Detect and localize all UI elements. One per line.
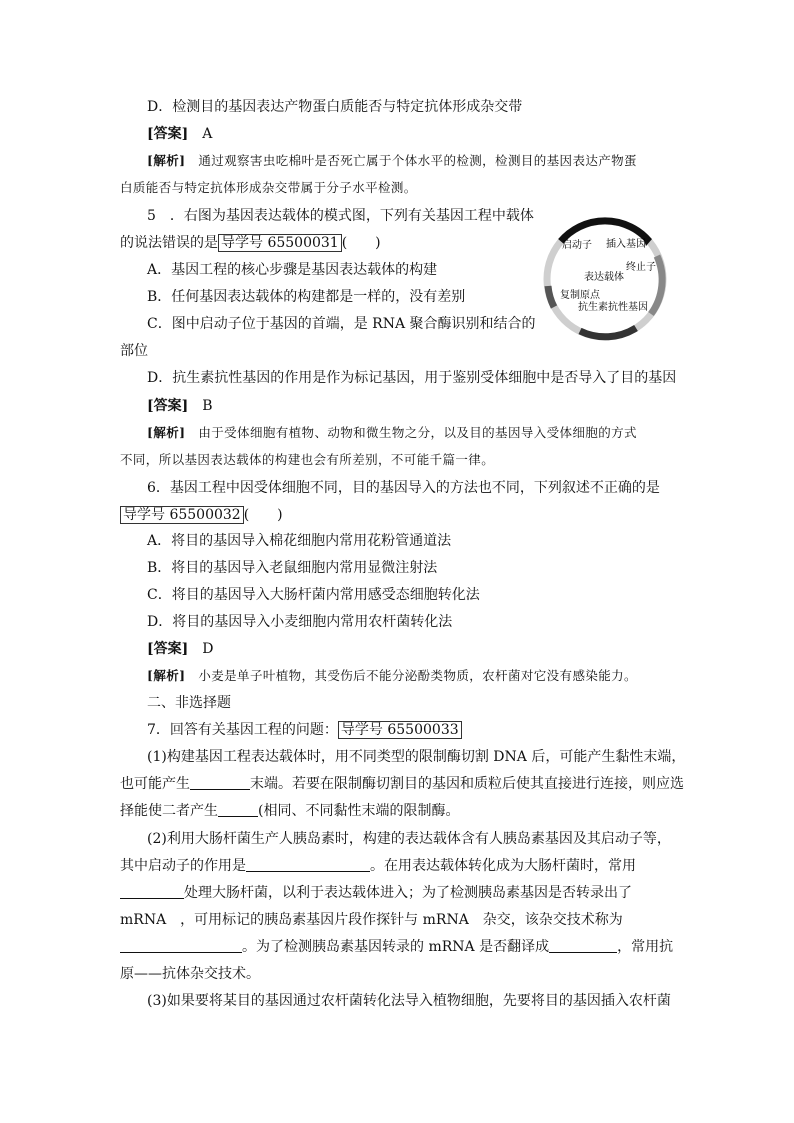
q7-part1-line-2 [120, 774, 684, 794]
answer-blank[interactable] [218, 802, 258, 817]
explanation-label: [解析] [147, 153, 186, 168]
q6-stem-line-2 [120, 505, 283, 525]
q5-option-c-line-1: C．图中启动子位于基因的首端，是 RNA 聚合酶识别和结合的 [147, 316, 536, 332]
expression-vector-diagram [540, 214, 670, 344]
q5-option-b: B．任何基因表达载体的构建都是一样的，没有差别 [147, 289, 466, 305]
q4-answer [147, 124, 212, 144]
label-vector: 表达载体 [584, 272, 624, 283]
explanation-label: [解析] [147, 668, 186, 683]
explanation-text: 由于受体细胞有植物、动物和微生物之分，以及目的基因导入受体细胞的方式 [198, 425, 637, 440]
explanation-label: [解析] [147, 425, 186, 440]
answer-blank[interactable] [246, 857, 370, 872]
text: 择能使二者产生 [120, 803, 218, 819]
answer-value: A [202, 126, 213, 142]
q6-option-a: A．将目的基因导入棉花细胞内常用花粉管通道法 [147, 533, 452, 549]
label-promoter: 启动子 [562, 240, 592, 251]
answer-label: [答案] [147, 126, 189, 142]
q7-stem [147, 720, 462, 740]
answer-paren: ( ) [243, 507, 283, 523]
answer-value: B [202, 398, 213, 414]
q4-option-d: D．检测目的基因表达产物蛋白质能否与特定抗体形成杂交带 [147, 99, 523, 115]
explanation-text: 小麦是单子叶植物，其受伤后不能分泌酚类物质，农杆菌对它没有感染能力。 [198, 668, 637, 683]
answer-blank[interactable] [120, 884, 184, 899]
q7-part3-line-1: (3)如果要将某目的基因通过农杆菌转化法导入植物细胞，先要将目的基因插入农杆菌 [147, 993, 671, 1009]
text: 末端。若要在限制酶切割目的基因和质粒后使其直接进行连接，则应选 [250, 776, 684, 792]
text: ，常用抗 [617, 939, 674, 955]
resistance-gene-segment [580, 328, 636, 337]
q7-part1-line-3 [120, 801, 459, 821]
text: 。为了检测胰岛素基因转录的 mRNA 是否翻译成 [242, 939, 550, 955]
q5-option-c-line-2: 部位 [120, 343, 148, 359]
label-terminator: 终止子 [626, 262, 656, 273]
q5-explanation-line-1 [147, 423, 637, 443]
q6-option-d: D．将目的基因导入小麦细胞内常用农杆菌转化法 [147, 614, 453, 630]
text: 。在用表达载体转化成为大肠杆菌时，常用 [370, 858, 636, 874]
answer-value: D [202, 641, 214, 657]
q7-part2-line-5 [120, 937, 673, 957]
q4-explanation-line-2: 白质能否与特定抗体形成杂交带属于分子水平检测。 [120, 180, 417, 195]
answer-blank[interactable] [190, 775, 250, 790]
answer-blank[interactable] [120, 938, 242, 953]
q5-answer [147, 396, 213, 416]
q7-part2-line-4: mRNA ，可用标记的胰岛素基因片段作探针与 mRNA 杂交，该杂交技术称为 [120, 912, 623, 928]
label-insert-gene: 插入基因 [606, 239, 646, 250]
q5-option-a: A．基因工程的核心步骤是基因表达载体的构建 [147, 262, 438, 278]
answer-label: [答案] [147, 398, 189, 414]
stem-text: 的说法错误的是 [120, 235, 218, 251]
stem-text: 7．回答有关基因工程的问题： [147, 722, 338, 738]
q7-part2-line-1: (2)利用大肠杆菌生产人胰岛素时，构建的表达载体含有人胰岛素基因及其启动子等， [147, 831, 671, 847]
q5-code-link[interactable]: 导学号 65500031 [218, 234, 342, 252]
q6-answer [147, 639, 213, 659]
explanation-text: 通过观察害虫吃棉叶是否死亡属于个体水平的检测，检测目的基因表达产物蛋 [198, 153, 637, 168]
answer-blank[interactable] [549, 938, 617, 953]
section-title: 二、非选择题 [147, 695, 231, 711]
text: 其中启动子的作用是 [120, 858, 246, 874]
q6-option-c: C．将目的基因导入大肠杆菌内常用感受态细胞转化法 [147, 587, 480, 603]
q7-part2-line-2 [120, 856, 636, 876]
label-origin: 复制原点 [560, 290, 600, 301]
q6-option-b: B．将目的基因导入老鼠细胞内常用显微注射法 [147, 560, 438, 576]
q5-option-d: D．抗生素抗性基因的作用是作为标记基因，用于鉴别受体细胞中是否导入了目的基因 [147, 370, 677, 386]
origin-segment [548, 286, 554, 307]
text: (相同、不同黏性末端的限制酶。 [258, 803, 460, 819]
answer-paren: ( ) [341, 235, 381, 251]
q5-stem-line-1: 5 ．右图为基因表达载体的模式图，下列有关基因工程中载体 [147, 208, 534, 224]
q5-stem-line-2 [120, 233, 381, 253]
q6-explanation [147, 666, 637, 686]
q6-code-link[interactable]: 导学号 65500032 [120, 506, 244, 524]
q7-part2-line-6: 原——抗体杂交技术。 [120, 966, 260, 982]
q5-explanation-line-2: 不同，所以基因表达载体的构建也会有所差别，不可能千篇一律。 [120, 452, 495, 467]
text: 处理大肠杆菌，以利于表达载体进入；为了检测胰岛素基因是否转录出了 [184, 885, 632, 901]
q4-explanation-line-1 [147, 151, 637, 171]
q7-part1-line-1: (1)构建基因工程表达载体时，用不同类型的限制酶切割 DNA 后，可能产生黏性末端， [147, 749, 686, 765]
answer-label: [答案] [147, 641, 189, 657]
text: 也可能产生 [120, 776, 190, 792]
q6-stem: 6．基因工程中因受体细胞不同，目的基因导入的方法也不同，下列叙述不正确的是 [147, 480, 660, 496]
q7-code-link[interactable]: 导学号 65500033 [338, 721, 462, 739]
q7-part2-line-3 [120, 883, 632, 903]
label-resistance-gene: 抗生素抗性基因 [578, 302, 648, 313]
